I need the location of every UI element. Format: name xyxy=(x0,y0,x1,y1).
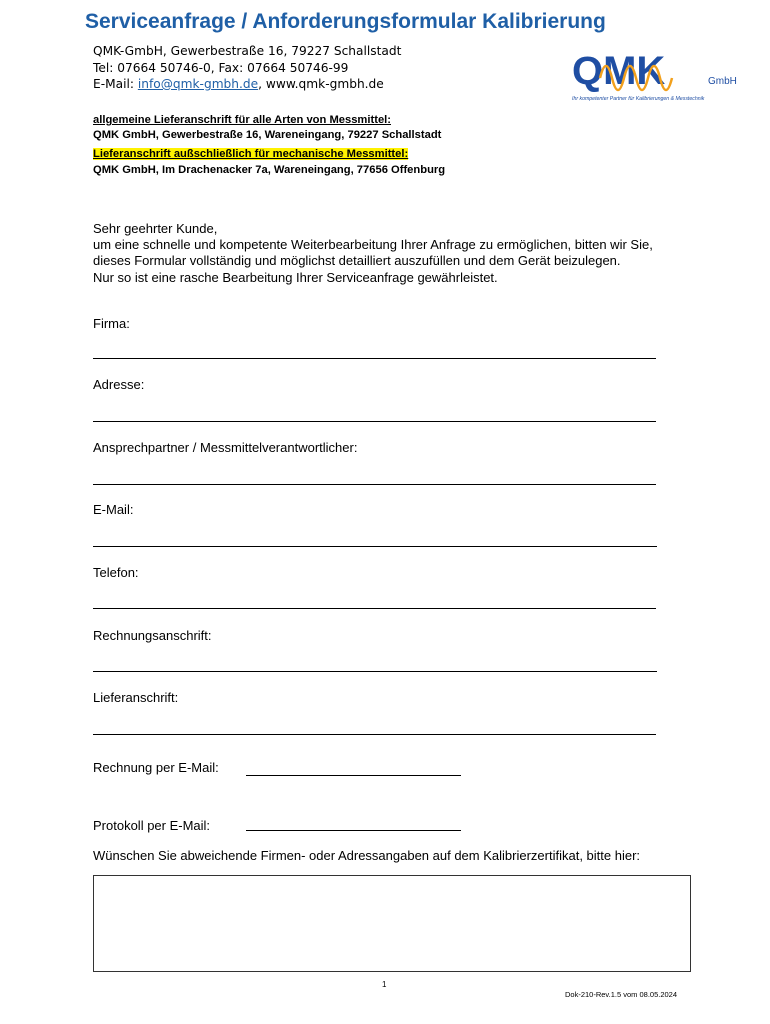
svg-text:GmbH: GmbH xyxy=(708,76,737,87)
page-number: 1 xyxy=(382,980,387,989)
rechnungsanschrift-label: Rechnungsanschrift: xyxy=(93,628,212,643)
ansprechpartner-field[interactable] xyxy=(93,484,656,485)
document-reference: Dok-210-Rev.1.5 vom 08.05.2024 xyxy=(565,990,678,999)
telefon-label: Telefon: xyxy=(93,565,139,580)
greeting: Sehr geehrter Kunde, xyxy=(93,221,218,236)
qmk-logo xyxy=(570,48,740,108)
general-delivery-address: QMK GmbH, Gewerbestraße 16, Wareneingang, 79227 Schallstadt xyxy=(93,129,442,141)
intro-text: Sehr geehrter Kunde, um eine schnelle und kompetente Weiterbearbeitung Ihrer Anfrage zu ermöglichen, bitten wir Sie, dieses Formular vollständig und möglichst detailliert auszufüllen und dem Gerät beizulegen. Nur so ist eine rasche Bearbeitung Ihrer Serviceanfrage gewährleistet. xyxy=(93,221,653,285)
firma-label: Firma: xyxy=(93,316,130,331)
telefon-field[interactable] xyxy=(93,608,656,609)
company-address: QMK-GmbH, Gewerbestraße 16, 79227 Schallstadt xyxy=(93,44,402,58)
company-phone-fax: Tel: 07664 50746-0, Fax: 07664 50746-99 xyxy=(93,60,349,75)
page-title: Serviceanfrage / Anforderungsformular Kalibrierung xyxy=(85,10,606,33)
email-field[interactable] xyxy=(93,546,657,547)
mechanical-delivery-heading: Lieferanschrift außschließlich für mechanische Messmittel: xyxy=(93,148,409,160)
lieferanschrift-label: Lieferanschrift: xyxy=(93,690,179,705)
adresse-label: Adresse: xyxy=(93,377,145,392)
adresse-field[interactable] xyxy=(93,421,656,422)
mechanical-delivery-address: QMK GmbH, Im Drachenacker 7a, Wareneingang, 77656 Offenburg xyxy=(93,164,446,176)
rechnung-email-label: Rechnung per E-Mail: xyxy=(93,760,219,775)
company-email-web: E-Mail: info@qmk-gmbh.de, www.qmk-gmbh.de xyxy=(93,77,384,91)
protokoll-email-field[interactable] xyxy=(246,830,461,831)
company-contact xyxy=(93,43,401,93)
abweichend-label: Wünschen Sie abweichende Firmen- oder Adressangaben auf dem Kalibrierzertifikat, bitte hier: xyxy=(93,848,641,863)
email-link[interactable]: info@qmk-gmbh.de xyxy=(137,77,259,91)
firma-field[interactable] xyxy=(93,358,656,359)
svg-text:Ihr kompetenter Partner für Ka: Ihr kompetenter Partner für Kalibrierungen & Messtechnik xyxy=(572,96,705,102)
email-label: E-Mail: xyxy=(93,502,134,517)
protokoll-email-label: Protokoll per E-Mail: xyxy=(93,818,211,833)
abweichend-textbox[interactable] xyxy=(93,875,691,972)
lieferanschrift-field[interactable] xyxy=(93,734,656,735)
rechnungsanschrift-field[interactable] xyxy=(93,671,657,672)
general-delivery-heading: allgemeine Lieferanschrift für alle Arten von Messmittel: xyxy=(93,114,391,126)
rechnung-email-field[interactable] xyxy=(246,775,461,776)
logo-text: QMK xyxy=(572,49,666,93)
ansprechpartner-label: Ansprechpartner / Messmittelverantwortlicher: xyxy=(93,440,358,455)
